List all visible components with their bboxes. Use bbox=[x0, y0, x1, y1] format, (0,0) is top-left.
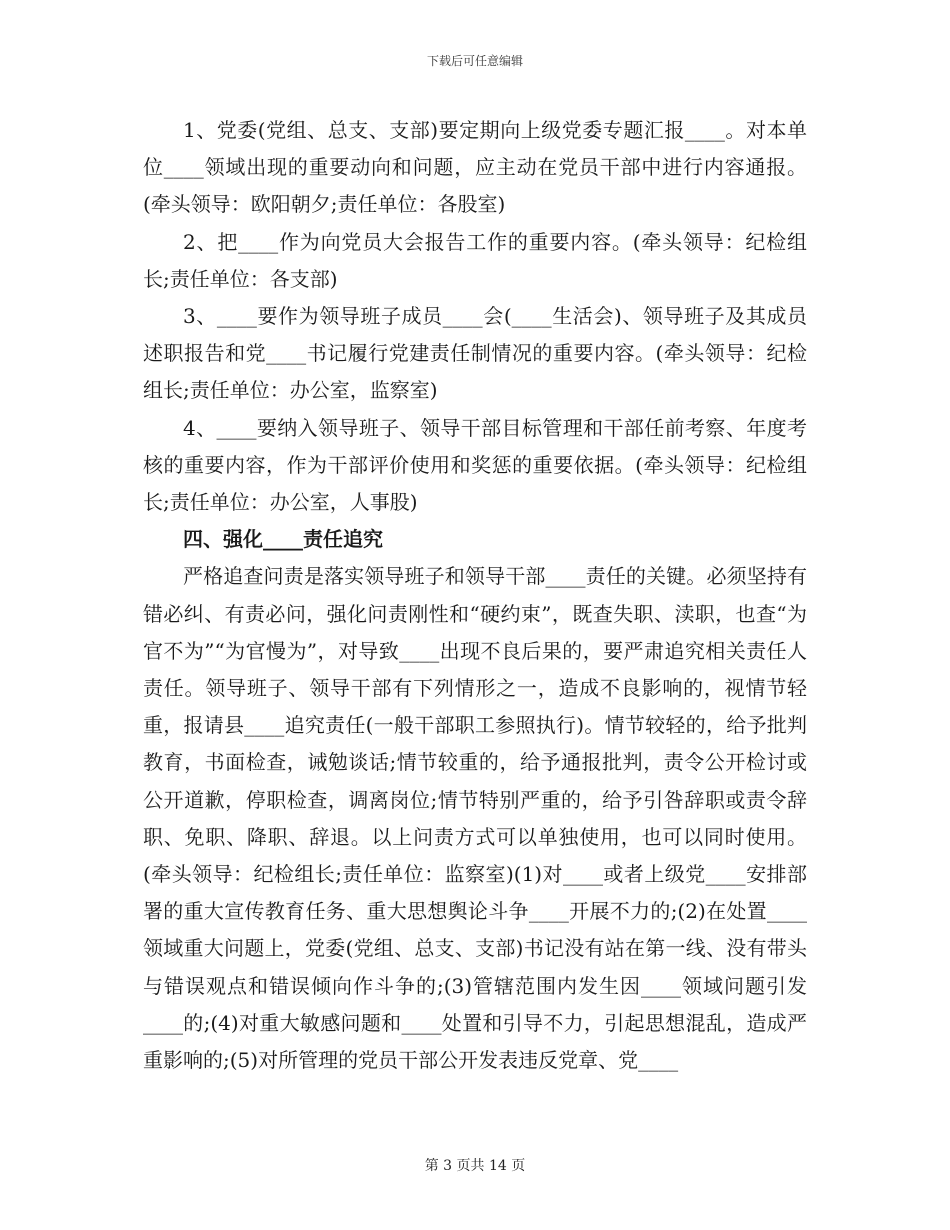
page-header: 下载后可任意编辑 bbox=[426, 54, 523, 68]
page-footer: 第 3 页共 14 页 bbox=[424, 1158, 526, 1174]
paragraph-item-3: 3、____要作为领导班子成员____会(____生活会)、领导班子及其成员述职报告和党____书记履行党建责任制情况的重要内容。(牵头领导：纪检组长;责任单位：办公室，监察室) bbox=[143, 304, 807, 403]
section-heading: 四、强化____责任追究 bbox=[183, 527, 383, 552]
paragraph-accountability: 严格追查问责是落实领导班子和领导干部____责任的关键。必须坚持有错必纠、有责必问，强化问责刚性和“硬约束”，既查失职、渎职，也查“为官不为”“为官慢为”，对导致____出现不良后果的，要严肃追究相关责任人责任。领导班子、领导干部有下列情形之一，造成不良影响的，视情节轻重，报请县____追究责任(一般干部职工参照执行)。情节较轻的，给予批判教育，书面检查，诫勉谈话;情节较重的，给予通报批判，责令公开检讨或公开道歉，停职检查，调离岗位;情节特别严重的，给予引咎辞职或责令辞职、免职、降职、辞退。以上问责方式可以单独使用，也可以同时使用。(牵头领导：纪检组长;责任单位：监察室)(1)对____或者上级党____安排部署的重大宣传教育任务、重大思想舆论斗争____开展不力的;(2)在处置____领域重大问题上，党委(党组、总支、支部)书记没有站在第一线、没有带头与错误观点和错误倾向作斗争的;(3)管辖范围内发生因____领域问题引发____的;(4)对重大敏感问题和____处置和引导不力，引起思想混乱，造成严重影响的;(5)对所管理的党员干部公开发表违反党章、党____ bbox=[143, 564, 807, 1073]
paragraph-item-2: 2、把____作为向党员大会报告工作的重要内容。(牵头领导：纪检组长;责任单位：各支部) bbox=[143, 229, 807, 291]
paragraph-item-4: 4、____要纳入领导班子、领导干部目标管理和干部任前考察、年度考核的重要内容，作为干部评价使用和奖惩的重要依据。(牵头领导：纪检组长;责任单位：办公室，人事股) bbox=[143, 415, 807, 515]
paragraph-item-1: 1、党委(党组、总支、支部)要定期向上级党委专题汇报____。对本单位____领域出现的重要动向和问题，应主动在党员干部中进行内容通报。(牵头领导：欧阳朝夕;责任单位：各股室) bbox=[143, 118, 807, 217]
document-body bbox=[143, 112, 807, 1079]
